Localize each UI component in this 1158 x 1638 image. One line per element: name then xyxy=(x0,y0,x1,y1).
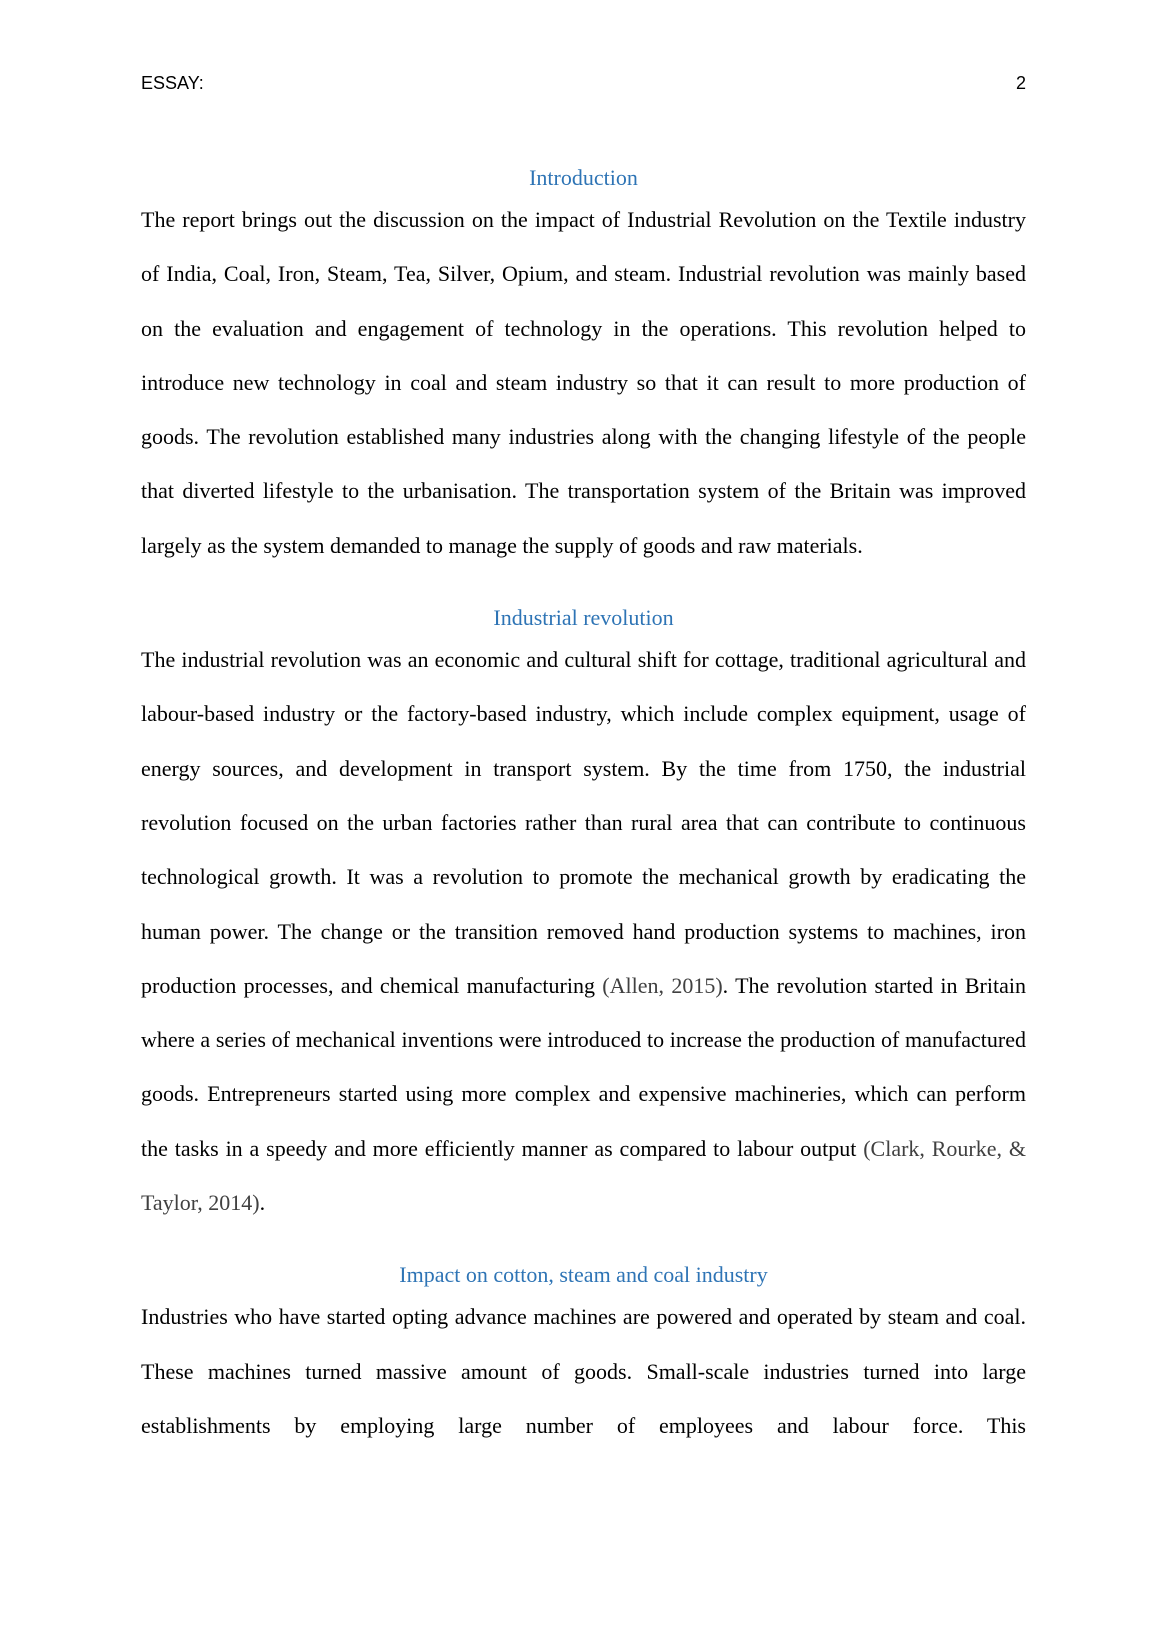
document-body xyxy=(141,163,1026,1453)
section-heading: Industrial revolution xyxy=(493,605,674,631)
page-header xyxy=(141,70,1026,96)
citation: (Allen, 2015) xyxy=(602,972,723,998)
section-paragraph: Industries who have started opting advance machines are powered and operated by steam and coal. These machines turned massive amount of goods. Small-scale industries turned into large establishments by employing large number of employees and labour force. This xyxy=(141,1304,1026,1438)
section-industrial-revolution xyxy=(141,603,1026,1230)
section-heading: Introduction xyxy=(529,165,638,190)
section-gap xyxy=(141,1230,1026,1260)
paragraph-text: . The revolution started in Britain where a series of mechanical inventions were introduced to increase the production of manufactured goods. Entrepreneurs started using more complex and expensive machineries, which can perform the tasks in a speedy and more efficiently manner as compared to labour output xyxy=(141,972,1026,1161)
paragraph-text: . xyxy=(259,1190,266,1216)
section-paragraph: The report brings out the discussion on the impact of Industrial Revolution on the Textile industry of India, Coal, Iron, Steam, Tea, Silver, Opium, and steam. Industrial revolution was mainly based on the evaluation and engagement of technology in the operations. This revolution helped to introduce new technology in coal and steam industry so that it can result to more production of goods. The revolution established many industries along with the changing lifestyle of the people that diverted lifestyle to the urbanisation. The transportation system of the Britain was improved largely as the system demanded to manage the supply of goods and raw materials. xyxy=(141,207,1026,558)
paragraph-text: The industrial revolution was an economic and cultural shift for cottage, traditional agricultural and labour-based industry or the factory-based industry, which include complex equipment, usage of energy sources, and development in transport system. By the time from 1750, the industrial revolution focused on the urban factories rather than rural area that can contribute to continuous technological growth. It was a revolution to promote the mechanical growth by eradicating the human power. The change or the transition removed hand production systems to machines, iron production processes, and chemical manufacturing xyxy=(141,647,1026,998)
section-heading: Impact on cotton, steam and coal industry xyxy=(399,1262,768,1288)
section-gap xyxy=(141,573,1026,603)
section-paragraph xyxy=(141,633,1026,1230)
citation: (Clark, Rourke, & Taylor, 2014) xyxy=(141,1135,1026,1216)
section-introduction xyxy=(141,163,1026,573)
section-impact-cotton-steam-coal xyxy=(141,1260,1026,1453)
page-number: 2 xyxy=(1015,73,1026,93)
running-head: ESSAY: xyxy=(141,73,204,93)
